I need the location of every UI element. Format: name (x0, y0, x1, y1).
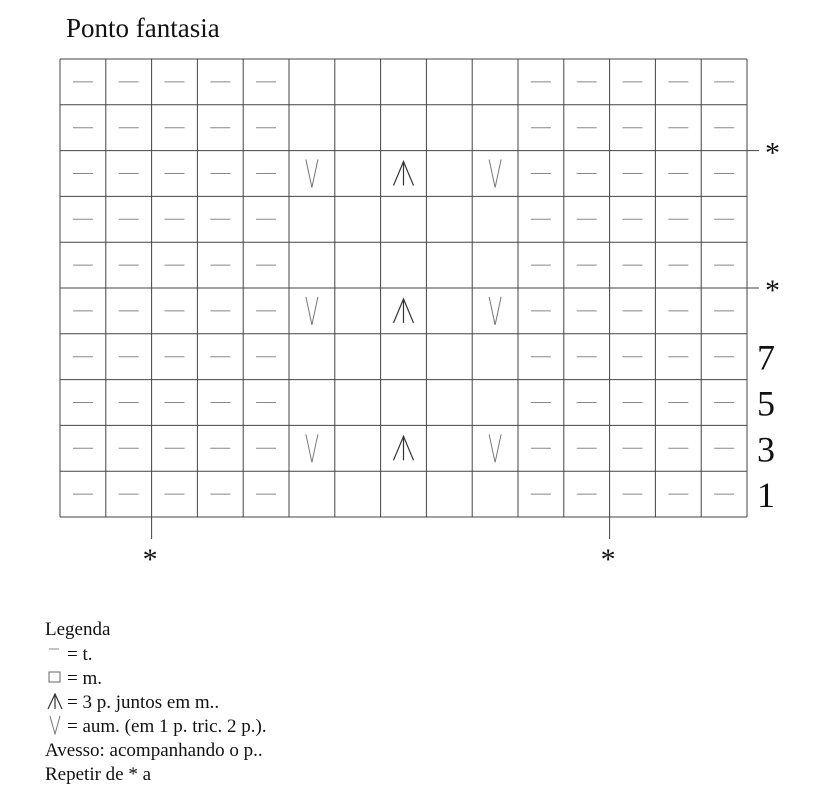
legend-text: = 3 p. juntos em m.. (67, 692, 220, 713)
note-line: Avesso: acompanhando o p.. (45, 740, 263, 761)
cell-symbol-dec3 (394, 162, 414, 186)
col-repeat-marker: * (600, 543, 616, 576)
row-number-label: 1 (757, 475, 775, 516)
cell-symbol-aum (306, 297, 318, 325)
cell-symbol-dec3 (394, 299, 414, 323)
cell-symbol-aum (489, 434, 501, 462)
row-number-label: 3 (757, 429, 775, 470)
col-repeat-marker: * (142, 543, 158, 576)
cell-symbol-aum (306, 434, 318, 462)
legend-symbol-m-icon (45, 667, 65, 687)
legend-item-t (45, 643, 93, 667)
legend-text: = t. (67, 644, 93, 665)
legend-title: Legenda (45, 619, 111, 640)
cell-symbol-aum (489, 160, 501, 188)
row-repeat-marker: * (765, 274, 780, 307)
legend-item-m (45, 667, 102, 691)
cell-symbol-aum (306, 160, 318, 188)
note-line: Repetir de * a (45, 764, 152, 785)
legend-symbol-dec3-icon (45, 691, 65, 711)
row-number-label: 7 (757, 337, 775, 378)
legend-text: = m. (67, 668, 102, 689)
legend-item-aum (45, 715, 267, 739)
row-number-label: 5 (757, 383, 775, 424)
chart-title: Ponto fantasia (66, 13, 220, 43)
legend-item-dec3 (45, 691, 219, 715)
row-repeat-marker: * (765, 136, 780, 170)
cell-symbol-dec3 (394, 436, 414, 460)
legend-symbol-t-icon (45, 643, 65, 663)
cell-symbol-aum (489, 297, 501, 325)
legend-text: = aum. (em 1 p. tric. 2 p.). (67, 716, 267, 737)
legend-symbol-aum-icon (45, 715, 65, 735)
